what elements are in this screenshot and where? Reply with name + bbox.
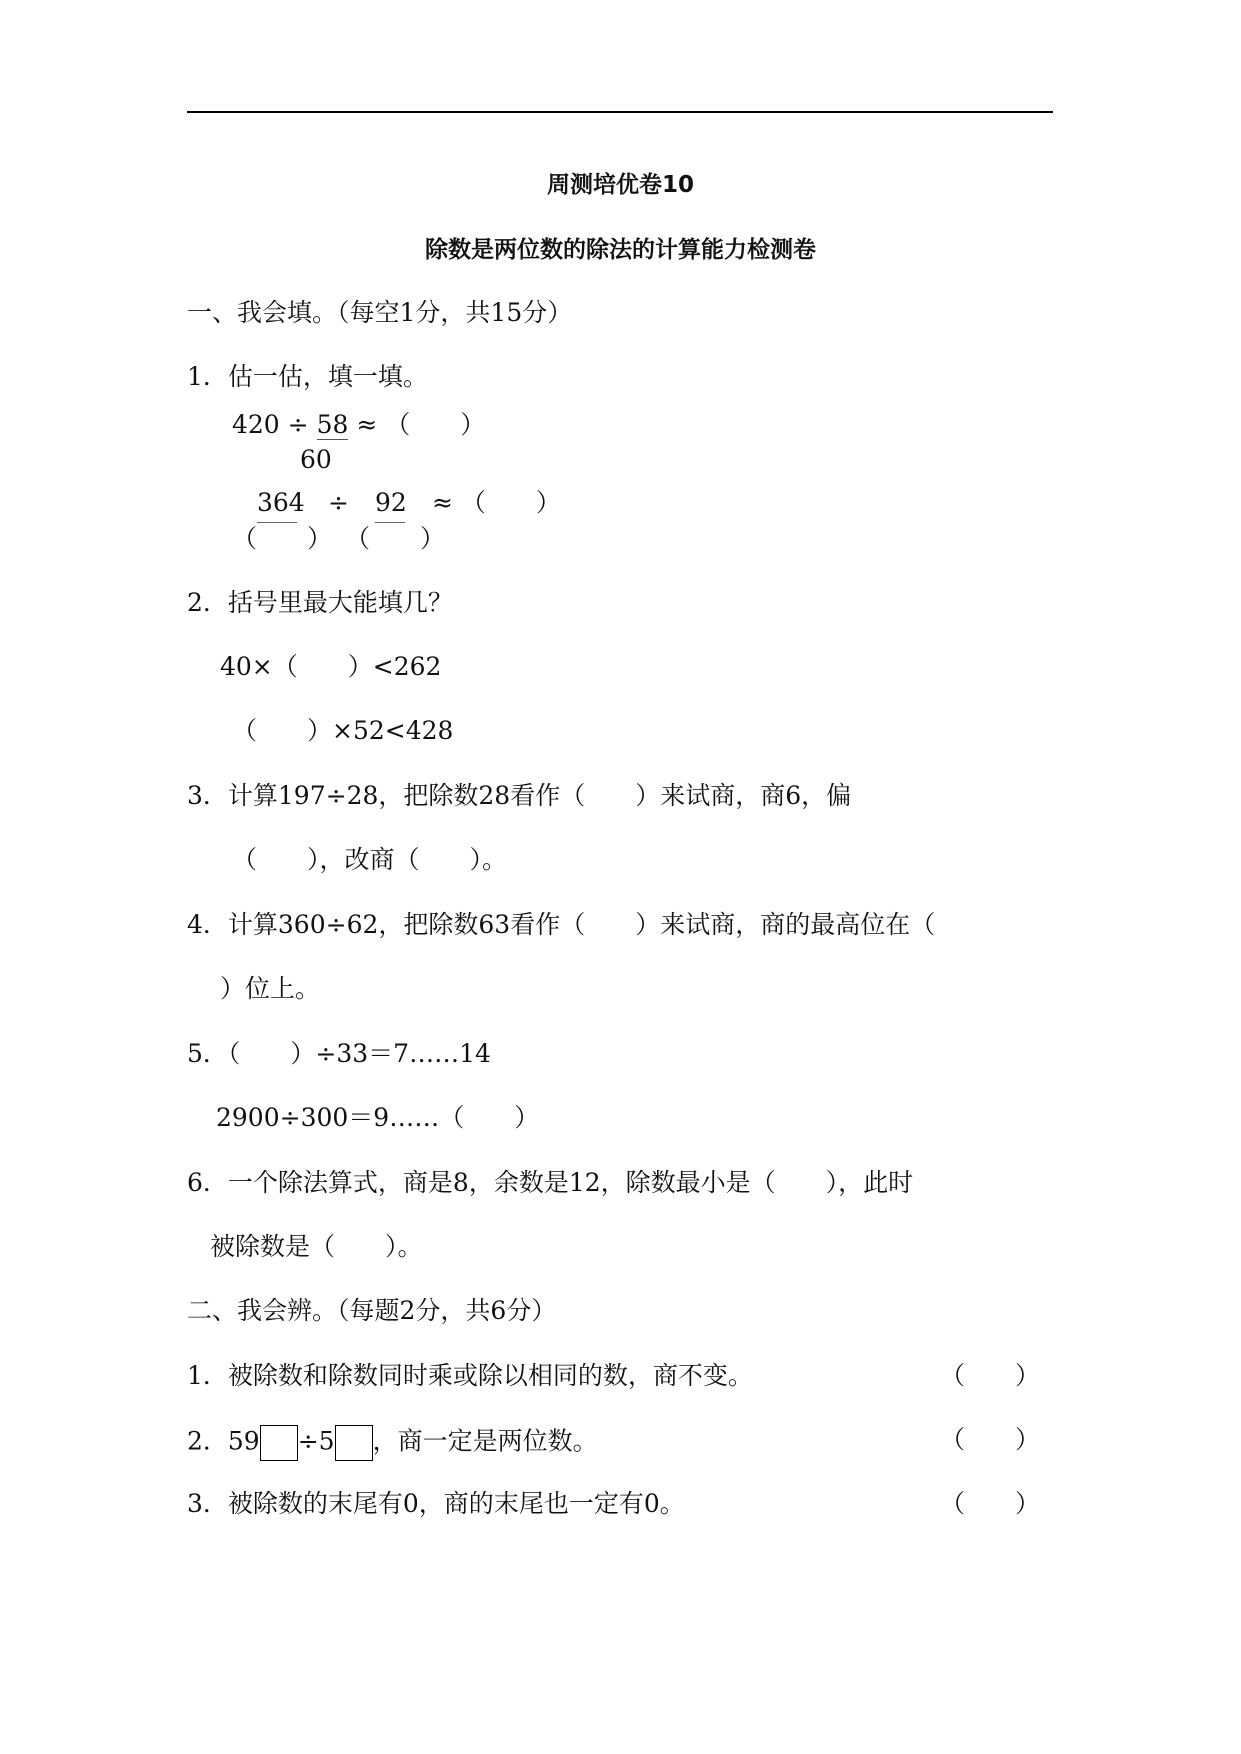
header-rule [187, 111, 1053, 113]
eq2-dividend: 364 [257, 488, 305, 517]
q5-line1: 5．（ ）÷33＝7……14 [187, 1039, 491, 1068]
judge-answer-1: （ ） [940, 1361, 1041, 1390]
eq2-answer-blank: ≈ （ ） [432, 488, 561, 517]
q4-line1: 4．计算360÷62，把除数63看作（ ）来试商，商的最高位在（ [187, 910, 936, 939]
eq1-answer-blank: ≈ （ ） [356, 410, 486, 439]
digit-box [260, 1425, 298, 1461]
eq2-line-a [257, 522, 297, 523]
section1-heading: 一、我会填。（每空1分，共15分） [187, 298, 573, 327]
eq1-divisor: 58 [316, 410, 349, 439]
q2-text: 2．括号里最大能填几？ [187, 588, 453, 617]
section2-heading: 二、我会辨。（每题2分，共6分） [187, 1296, 557, 1325]
item2-suffix: ，商一定是两位数。 [372, 1426, 598, 1456]
item2-mid: ÷5 [297, 1426, 335, 1456]
q4-line2: ）位上。 [220, 974, 321, 1003]
page-subtitle: 除数是两位数的除法的计算能力检测卷 [425, 237, 816, 263]
eq1-left: 420 ÷ [232, 410, 309, 439]
q1-text: 1．估一估，填一填。 [187, 362, 428, 391]
q6-line2: 被除数是（ ）。 [210, 1232, 423, 1261]
eq2-divisor: 92 [375, 488, 407, 517]
judge-item-1: 1．被除数和除数同时乘或除以相同的数，商不变。 [187, 1361, 753, 1390]
digit-box [335, 1425, 373, 1461]
item2-prefix: 2．59 [187, 1426, 260, 1456]
judge-item-2 [187, 1425, 598, 1461]
q5-line2: 2900÷300＝9……（ ） [216, 1103, 540, 1132]
eq2-blank-a: （ ） [232, 524, 333, 553]
judge-item-3: 3．被除数的末尾有0，商的末尾也一定有0。 [187, 1489, 685, 1518]
eq2-blank-b: （ ） [345, 524, 446, 553]
eq2-op: ÷ [328, 488, 349, 517]
page-title: 周测培优卷10 [546, 172, 694, 198]
q6-line1: 6．一个除法算式，商是8，余数是12，除数最小是（ ），此时 [187, 1168, 914, 1197]
eq1-estimate: 60 [300, 445, 332, 474]
q3-line1: 3．计算197÷28，把除数28看作（ ）来试商，商6，偏 [187, 781, 852, 810]
q1-eq1 [232, 410, 485, 440]
q2-line2: （ ）×52<428 [232, 716, 454, 745]
q3-line2: （ ），改商（ ）。 [232, 845, 508, 874]
q2-line1: 40×（ ）<262 [220, 652, 442, 681]
judge-answer-2: （ ） [940, 1425, 1041, 1454]
eq2-line-b [375, 522, 405, 523]
judge-answer-3: （ ） [940, 1489, 1041, 1518]
